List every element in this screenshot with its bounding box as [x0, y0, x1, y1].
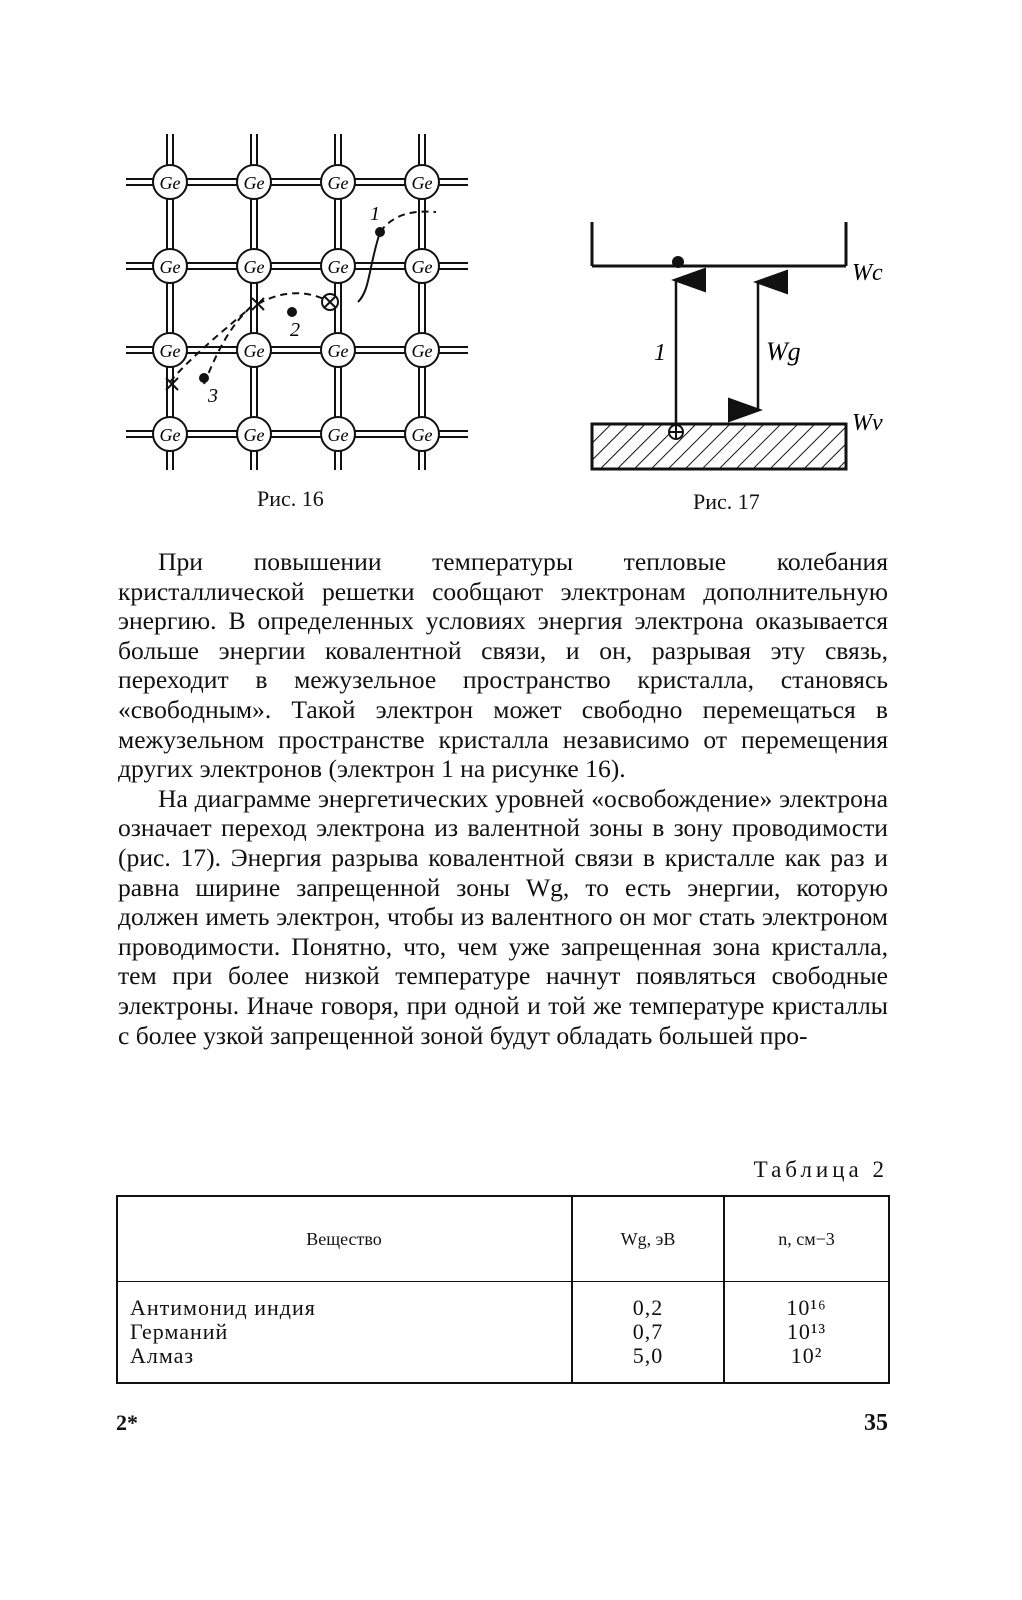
electron-2: [287, 307, 297, 317]
figure-16-caption: Рис. 16: [257, 486, 324, 511]
electron-3: [199, 373, 209, 383]
valence-band: [592, 424, 846, 469]
cell-substance: Германий: [130, 1319, 229, 1344]
col-wg: [572, 1282, 724, 1384]
electron-path-1: [358, 232, 380, 302]
ge-atom-label: Ge: [411, 425, 433, 445]
header-wg: Wg, эВ: [572, 1196, 724, 1282]
electron-dot: [672, 256, 684, 268]
cell-wg: 5,0: [632, 1343, 664, 1368]
ge-atom-label: Ge: [327, 425, 349, 445]
ge-atom-label: Ge: [243, 341, 265, 361]
cell-substance: Антимонид индия: [130, 1295, 316, 1320]
ge-atom-label: Ge: [327, 173, 349, 193]
electron-1: [375, 227, 385, 237]
conduction-band: [592, 222, 846, 266]
cell-n: 10¹⁶: [786, 1295, 827, 1320]
ge-atom-label: Ge: [243, 425, 265, 445]
electron-path-1-exit: [380, 212, 436, 232]
table-header-row: [117, 1196, 889, 1282]
electron-path-2: [258, 293, 330, 304]
col-n: [724, 1282, 889, 1384]
band-diagram: [580, 200, 900, 500]
cell-wg: 0,2: [632, 1295, 664, 1320]
cell-n: 10²: [790, 1343, 823, 1368]
cell-wg: 0,7: [632, 1319, 664, 1344]
ge-atom-label: Ge: [327, 341, 349, 361]
conduction-label: Wc: [852, 260, 883, 286]
ge-atom-label: Ge: [411, 341, 433, 361]
header-n: n, см−3: [724, 1196, 889, 1282]
ge-atom-label: Ge: [327, 257, 349, 277]
lattice-diagram: [118, 120, 478, 490]
figure-17-caption: Рис. 17: [693, 489, 760, 514]
hole-symbol: [669, 425, 683, 439]
ge-atom-label: Ge: [243, 173, 265, 193]
header-substance: Вещество: [117, 1196, 572, 1282]
body-text: [118, 547, 888, 1050]
page-number: 35: [864, 1410, 888, 1436]
table-row: [117, 1282, 889, 1384]
electron-label-1: 1: [370, 203, 380, 225]
cell-substance: Алмаз: [130, 1343, 195, 1368]
ge-atom-label: Ge: [159, 425, 181, 445]
gap-label: Wg: [766, 337, 801, 366]
ge-atom-label: Ge: [159, 257, 181, 277]
electron-label-2: 2: [290, 319, 300, 341]
paragraph-2: На диаграмме энергетических уровней «освобождение» электрона означает переход электрона из валентной зоны в зону проводимости (рис. 17). Энергия разрыва ковалентной связи в кристалле как раз и равна ширине запрещенной зоны Wg, то есть энергии, которую должен иметь электрон, чтобы из валентного он мог стать электроном проводимости. Понятно, что, чем уже запрещенная зона кристалла, тем при более низкой температуре начнут появляться свободные электроны. Иначе говоря, при одной и той же температуре кристаллы с более узкой запрещенной зоной будут обладать большей про-: [118, 783, 888, 1050]
ge-atom-label: Ge: [243, 257, 265, 277]
ge-atom-label: Ge: [159, 341, 181, 361]
figure-17-band-diagram: [580, 200, 900, 500]
ge-atom-label: Ge: [159, 173, 181, 193]
paragraph-1: При повышении температуры тепловые колебания кристаллической решетки сообщают электронам дополнительную энергию. В определенных условиях энергия электрона оказывается больше энергии ковалентной связи, и он, разрывая эту связь, переходит в межузельное пространство кристалла, становясь «свободным». Такой электрон может свободно перемещаться в межузельном пространстве кристалла независимо от перемещения других электронов (электрон 1 на рисунке 16).: [118, 547, 888, 784]
signature-mark: 2*: [116, 1410, 138, 1435]
figure-16-lattice: [118, 120, 478, 490]
ge-atom-label: Ge: [411, 257, 433, 277]
col-substance: [117, 1282, 572, 1384]
electron-label-3: 3: [208, 385, 218, 407]
cell-n: 10¹³: [786, 1319, 827, 1344]
data-table: [116, 1195, 890, 1384]
table-title: Таблица 2: [753, 1157, 888, 1182]
transition-label: 1: [654, 340, 666, 366]
valence-label: Wv: [852, 410, 883, 436]
ge-atom-label: Ge: [411, 173, 433, 193]
